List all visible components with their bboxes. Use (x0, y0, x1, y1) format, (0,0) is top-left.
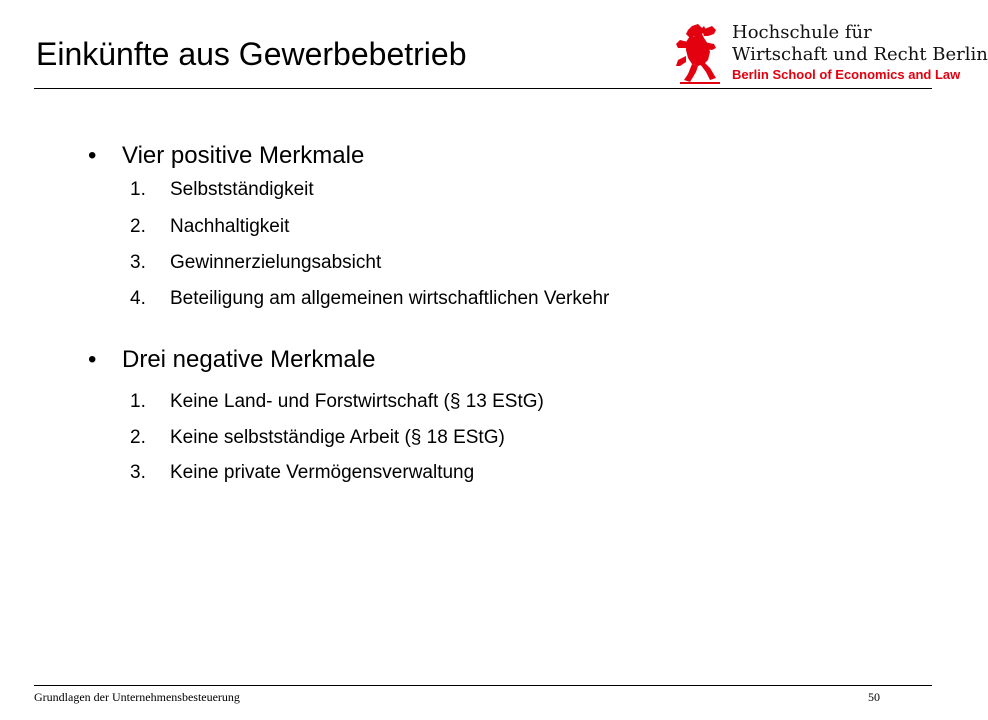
list-item-number: 2. (130, 216, 146, 237)
list-item (130, 178, 314, 202)
list-item-number: 2. (130, 427, 146, 448)
list-item-text: Keine Land- und Forstwirtschaft (§ 13 EStG) (170, 391, 544, 412)
page-number: 50 (868, 690, 880, 704)
list-item-number: 4. (130, 288, 146, 309)
berlin-bear-icon (668, 22, 726, 86)
list-item (130, 287, 609, 311)
list-item (130, 390, 544, 414)
logo-line-institution: Hochschule für (732, 22, 872, 43)
list-item (130, 426, 505, 450)
list-item-text: Selbstständigkeit (170, 179, 314, 200)
list-item (130, 461, 474, 485)
list-item-text: Keine private Vermögensverwaltung (170, 462, 475, 483)
bullet-heading: Drei negative Merkmale (122, 346, 376, 373)
bullet-heading: Vier positive Merkmale (122, 142, 365, 169)
list-item (130, 251, 381, 275)
list-item-text: Gewinnerzielungsabsicht (170, 252, 382, 273)
list-item-text: Keine selbstständige Arbeit (§ 18 EStG) (170, 427, 505, 448)
bullet-positive-features (88, 142, 364, 170)
footer-course-title: Grundlagen der Unternehmensbesteuerung (34, 690, 240, 704)
footer-divider (34, 685, 932, 686)
list-item-text: Nachhaltigkeit (170, 216, 290, 237)
bullet-marker: • (88, 346, 97, 373)
title-divider (34, 88, 932, 89)
logo-text (732, 22, 988, 84)
page-title: Einkünfte aus Gewerbebetrieb (36, 36, 467, 72)
list-item (130, 215, 289, 239)
logo-line-name: Wirtschaft und Recht Berlin (732, 44, 988, 65)
logo-line-english: Berlin School of Economics and Law (732, 67, 961, 82)
bullet-marker: • (88, 142, 97, 169)
list-item-text: Beteiligung am allgemeinen wirtschaftlichen Verkehr (170, 288, 610, 309)
list-item-number: 3. (130, 462, 146, 483)
list-item-number: 3. (130, 252, 146, 273)
university-logo (668, 22, 988, 86)
list-item-number: 1. (130, 391, 146, 412)
bullet-negative-features (88, 346, 375, 374)
list-item-number: 1. (130, 179, 146, 200)
